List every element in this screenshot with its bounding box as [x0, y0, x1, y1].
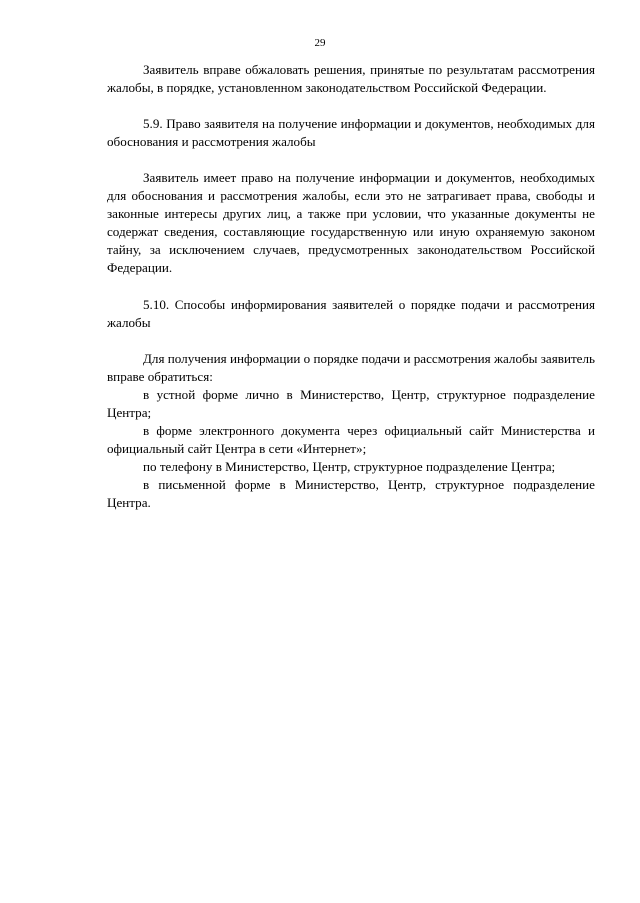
list-item-electronic-form: в форме электронного документа через официальный сайт Министерства и официальный сайт Центра в сети «Интернет»;: [107, 423, 595, 456]
list-item-oral-form: в устной форме лично в Министерство, Центр, структурное подразделение Центра;: [107, 387, 595, 420]
paragraph-how-to-apply: Для получения информации о порядке подачи и рассмотрения жалобы заявитель вправе обратиться:: [107, 351, 595, 384]
page-number: 29: [314, 37, 326, 49]
list-item-telephone: по телефону в Министерство, Центр, структурное подразделение Центра;: [143, 459, 556, 474]
paragraph-information-right: Заявитель имеет право на получение информации и документов, необходимых для обоснования и рассмотрения жалобы, если это не затрагивает права, свободы и законные интересы других лиц, а также при условии, что указанные документы не содержат сведения, составляющие государственную или иную охраняемую законом тайну, за исключением случаев, предусмотренных законодательством Российской Федерации.: [107, 170, 595, 275]
document-body: [107, 61, 595, 512]
paragraph-appeal-right: Заявитель вправе обжаловать решения, принятые по результатам рассмотрения жалобы, в порядке, установленном законодательством Российской Федерации.: [107, 62, 595, 95]
section-heading-5-10: 5.10. Способы информирования заявителей о порядке подачи и рассмотрения жалобы: [107, 297, 595, 330]
list-item-written-form: в письменной форме в Министерство, Центр, структурное подразделение Центра.: [107, 477, 595, 510]
section-heading-5-9: 5.9. Право заявителя на получение информации и документов, необходимых для обоснования и рассмотрения жалобы: [107, 116, 595, 149]
